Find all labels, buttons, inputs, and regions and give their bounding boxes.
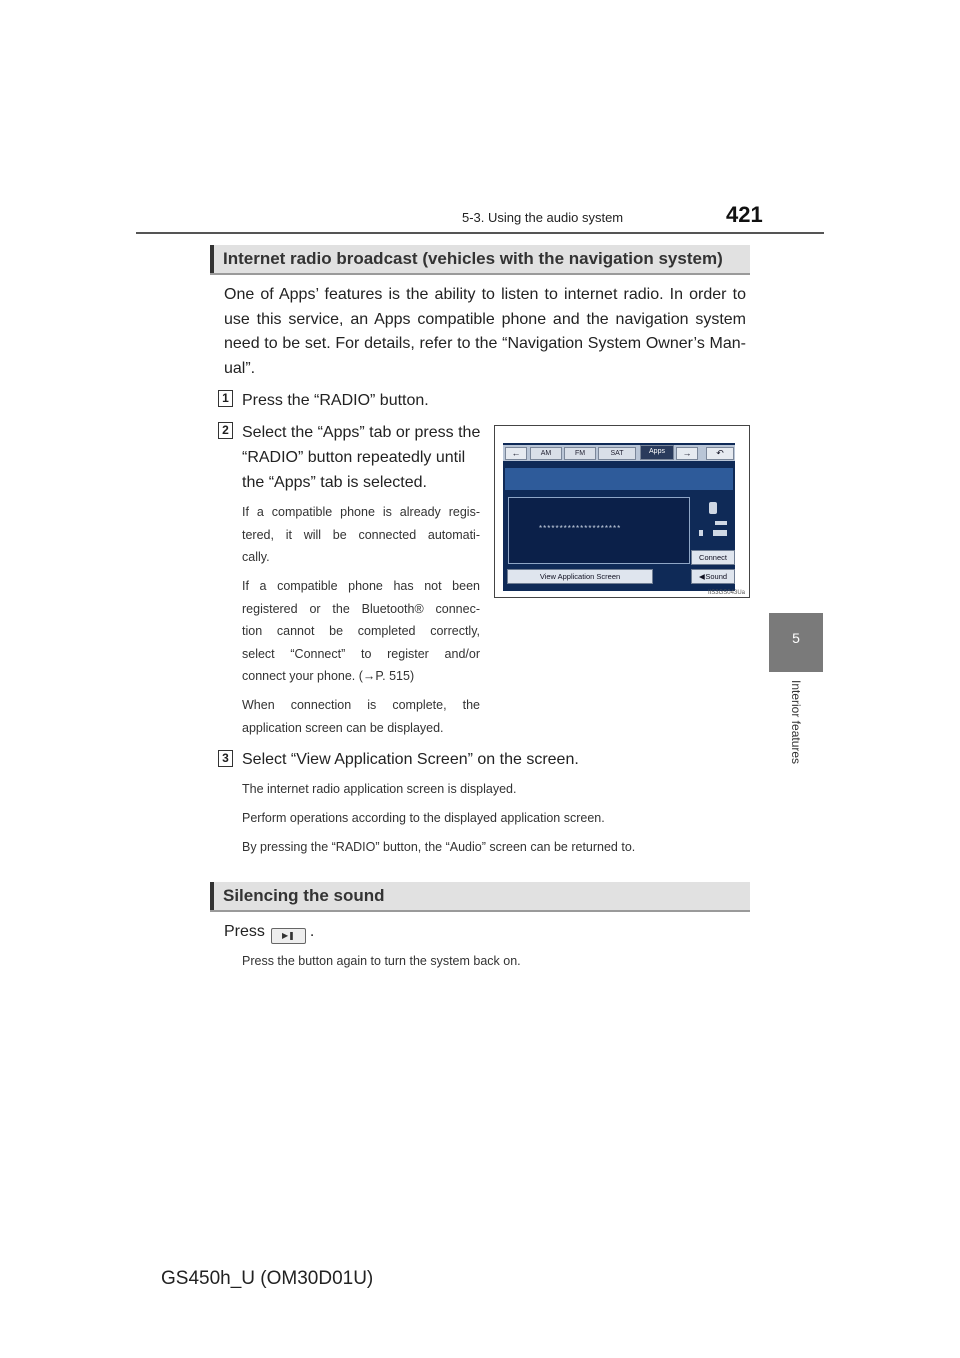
intro-line: need to be set. For details, refer to the “Navigation System Owner’s Man-	[224, 335, 746, 352]
model-code-footer: GS450h_U (OM30D01U)	[161, 1268, 374, 1289]
step-2-note-1	[242, 501, 480, 569]
forward-arrow-icon: →	[676, 447, 698, 460]
silencing-note: Press the button again to turn the system back on.	[242, 954, 521, 968]
press-text: Press	[224, 923, 265, 940]
header-section-title: 5-3. Using the audio system	[462, 210, 624, 225]
play-pause-icon: ▶❚	[271, 928, 306, 944]
chapter-tab-number: 5	[792, 630, 800, 646]
screen-view-application-button: View Application Screen	[507, 569, 653, 584]
step-number-3: 3	[218, 750, 233, 767]
section-heading-silencing	[210, 882, 750, 912]
bluetooth-icon	[699, 530, 703, 536]
apps-screen-illustration	[494, 425, 750, 598]
screen-sound-label: Sound	[705, 572, 728, 581]
step-number-2: 2	[218, 422, 233, 439]
screen-sound-button: ◀ Sound	[691, 569, 735, 584]
step-2-line: “RADIO” button repeatedly until	[242, 449, 466, 466]
screen-connect-button: Connect	[691, 550, 735, 565]
step-3-text: Select “View Application Screen” on the screen.	[242, 751, 579, 768]
step-2-note-2	[242, 575, 480, 688]
screen-app-panel	[508, 497, 690, 564]
note-line: tered, it will be connected automati-	[242, 527, 480, 542]
step-2-line: Select the “Apps” tab or press the	[242, 424, 481, 441]
chapter-label-text: Interior features	[789, 680, 803, 765]
section-heading-text: Internet radio broadcast (vehicles with the navigation system)	[223, 249, 723, 268]
step-2-text	[242, 420, 482, 495]
step-2-line: the “Apps” tab is selected.	[242, 474, 427, 491]
intro-line: One of Apps’ features is the ability to listen to internet radio. In order to	[224, 286, 746, 303]
step-3-note-3: By pressing the “RADIO” button, the “Audio” screen can be returned to.	[242, 840, 636, 854]
image-code: IIS3GS043Ua	[707, 590, 745, 596]
intro-paragraph	[224, 283, 746, 381]
battery-icon	[713, 530, 727, 536]
note-line: registered or the Bluetooth® connec-	[242, 601, 480, 616]
note-line: tion cannot be completed correctly,	[242, 624, 480, 638]
intro-line: ual”.	[224, 359, 256, 377]
step-1-text: Press the “RADIO” button.	[242, 392, 429, 409]
note-line: If a compatible phone has not been	[242, 579, 480, 593]
screen-tab-sat: SAT	[598, 447, 636, 460]
signal-icon	[715, 521, 727, 525]
page-number: 421	[726, 202, 763, 227]
step-3-note-2: Perform operations according to the displayed application screen.	[242, 811, 605, 825]
screen-title-band	[505, 468, 733, 490]
note-line: application screen can be displayed.	[242, 720, 444, 735]
chapter-label	[787, 680, 807, 790]
step-number-1: 1	[218, 390, 233, 407]
screen-tab-fm: FM	[564, 447, 596, 460]
phone-icon	[709, 502, 717, 514]
header-rule	[136, 232, 824, 234]
note-line: When connection is complete, the	[242, 698, 480, 712]
note-line: connect your phone. (→P. 515)	[242, 669, 415, 683]
note-line: If a compatible phone is already regis-	[242, 505, 480, 519]
section-heading-text: Silencing the sound	[223, 886, 385, 905]
note-line: select “Connect” to register and/or	[242, 646, 480, 661]
step-2-note-3	[242, 694, 480, 739]
note-line: cally.	[242, 550, 270, 564]
back-arrow-icon: ←	[505, 447, 527, 460]
press-text-end: .	[309, 923, 315, 940]
return-icon: ↶	[706, 447, 734, 460]
screen-tab-am: AM	[530, 447, 562, 460]
section-heading-internet-radio	[210, 245, 750, 275]
masked-phone-name: ********************	[539, 524, 622, 533]
silencing-instruction	[224, 919, 314, 944]
step-3-note-1: The internet radio application screen is displayed.	[242, 782, 517, 796]
intro-line: use this service, an Apps compatible phone and the navigation system	[224, 310, 746, 328]
screen-tab-apps: Apps	[640, 445, 674, 460]
